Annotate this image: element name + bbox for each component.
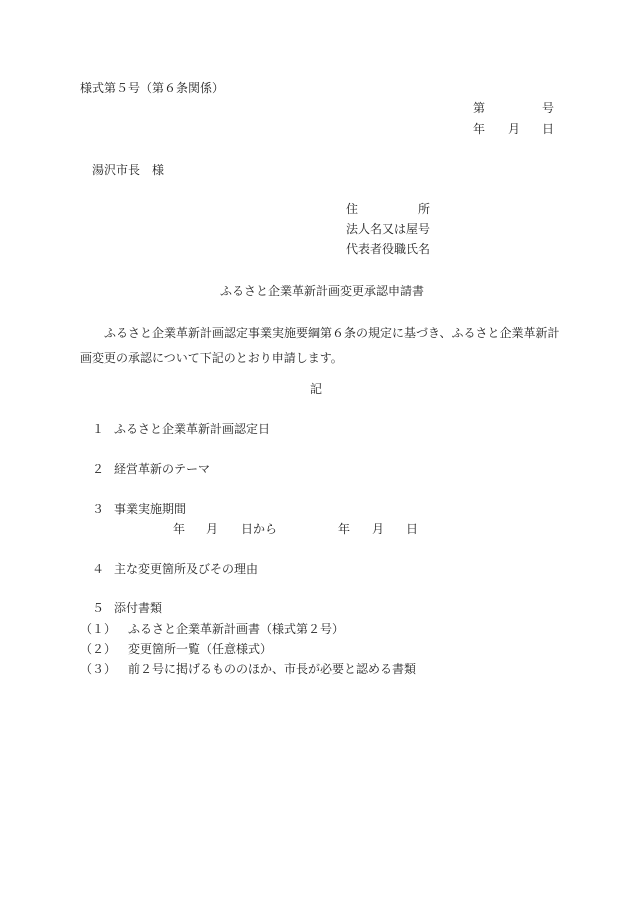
date-year: 年 <box>473 122 486 136</box>
period-to-day: 日 <box>406 522 419 536</box>
item-number: ４ <box>92 562 105 576</box>
doc-no-suffix: 号 <box>542 101 555 115</box>
date-month: 月 <box>508 122 521 136</box>
address-label-1: 住 <box>346 202 359 216</box>
period-to-year: 年 <box>338 522 351 536</box>
ki-heading: 記 <box>310 382 323 396</box>
attachment-number: （２） <box>80 642 117 656</box>
attachment-number: （３） <box>80 662 117 676</box>
form-number: 様式第５号（第６条関係） <box>80 81 225 95</box>
item-number: ３ <box>92 502 105 516</box>
attachment-1 <box>80 623 344 635</box>
document-title: ふるさと企業革新計画変更承認申請書 <box>220 284 425 298</box>
attachment-label: 前２号に掲げるもののほか、市長が必要と認める書類 <box>128 662 417 676</box>
item-2 <box>92 463 210 475</box>
period-to-month: 月 <box>372 522 385 536</box>
item-label: 事業実施期間 <box>114 502 187 516</box>
item-1 <box>92 423 270 435</box>
date-day: 日 <box>542 122 555 136</box>
attachment-2 <box>80 643 272 655</box>
body-text: ふるさと企業革新計画認定事業実施要綱第６条の規定に基づき、ふるさと企業革新計画変更の承認について下記のとおり申請します。 <box>80 326 560 365</box>
period-from-month: 月 <box>206 522 219 536</box>
address-label-2: 所 <box>418 202 431 216</box>
item-label: 経営革新のテーマ <box>114 462 211 476</box>
period-from-year: 年 <box>173 522 186 536</box>
corp-name-label: 法人名又は屋号 <box>346 222 431 236</box>
addressee: 湯沢市長 様 <box>92 163 165 177</box>
item-number: １ <box>92 422 105 436</box>
attachment-3 <box>80 663 416 675</box>
item-number: ２ <box>92 462 105 476</box>
item-label: ふるさと企業革新計画認定日 <box>114 422 271 436</box>
item-label: 主な変更箇所及びその理由 <box>114 562 259 576</box>
item-5 <box>92 602 162 614</box>
doc-no-label: 第 <box>473 101 486 115</box>
attachment-number: （１） <box>80 622 117 636</box>
item-number: ５ <box>92 601 105 615</box>
attachment-label: ふるさと企業革新計画書（様式第２号） <box>128 622 345 636</box>
item-label: 添付書類 <box>114 601 163 615</box>
attachment-label: 変更箇所一覧（任意様式） <box>128 642 273 656</box>
item-3 <box>92 503 186 515</box>
representative-label: 代表者役職氏名 <box>346 242 431 256</box>
period-from-day: 日から <box>241 522 278 536</box>
item-4 <box>92 563 258 575</box>
